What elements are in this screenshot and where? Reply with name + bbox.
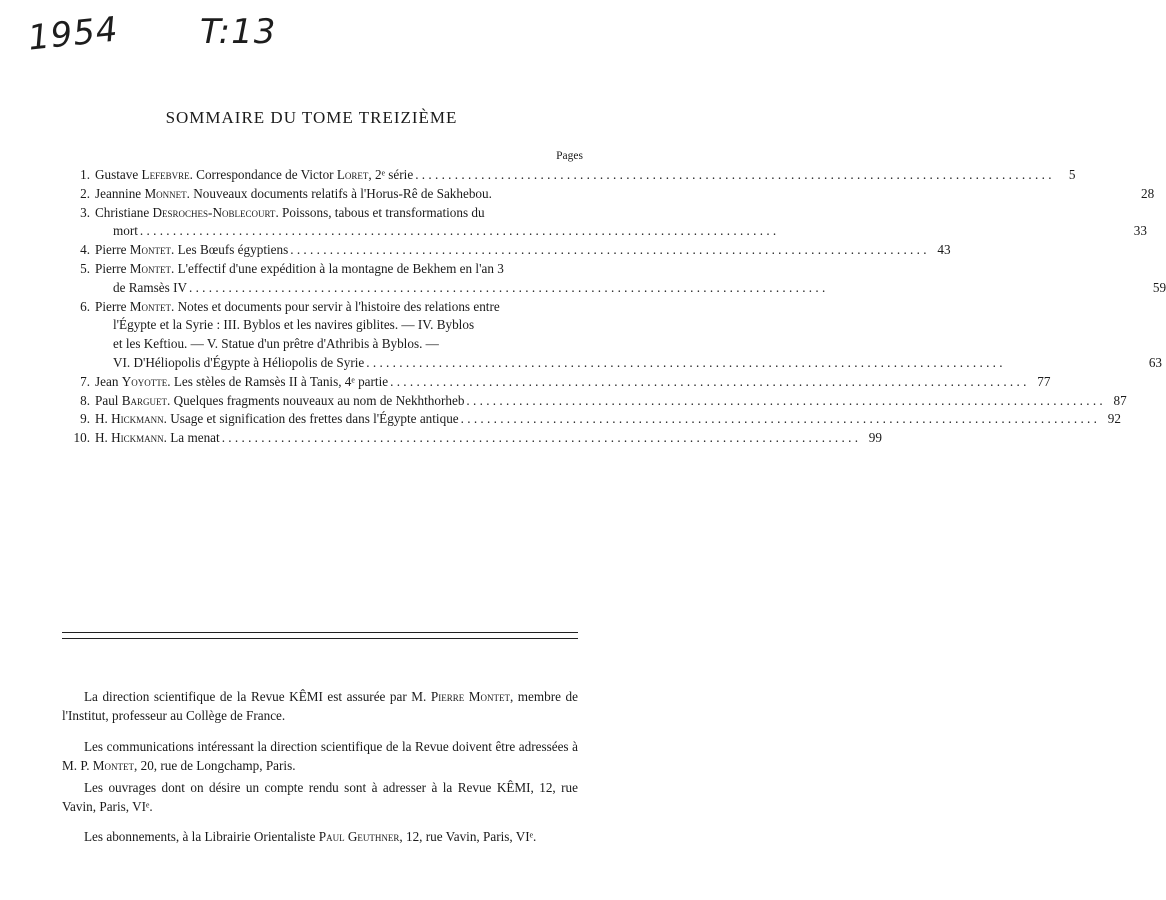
toc-entry: 3. Christiane Desroches-Noblecourt. Poissons, tabous et transformations du mort . . . 33 bbox=[62, 204, 586, 242]
divider-line bbox=[62, 638, 578, 639]
page-number: 92 bbox=[1107, 411, 1121, 427]
page-number: 63 bbox=[1148, 354, 1162, 370]
toc-entry: 5. Pierre Montet. L'effectif d'une expédition à la montagne de Bekhem en l'an 3 de Ramsès IV . . . 59 bbox=[62, 260, 586, 298]
page-number: 99 bbox=[868, 430, 882, 446]
pages-column-label: Pages bbox=[556, 150, 583, 162]
page-title: SOMMAIRE DU TOME TREIZIÈME bbox=[165, 108, 458, 127]
toc-entry: 10. H. Hickmann. La menat . . . 99 bbox=[62, 429, 586, 448]
page-number: 87 bbox=[1113, 392, 1127, 408]
toc-entry: 8. Paul Barguet. Quelques fragments nouveaux au nom de Nekhthorheb . . . 87 bbox=[62, 392, 586, 411]
page-number: 77 bbox=[1037, 373, 1051, 389]
page-number: 5 bbox=[1068, 167, 1076, 182]
toc-entry: 2. Jeannine Monnet. Nouveaux documents relatifs à l'Horus-Rê de Sakhebou. 28 bbox=[62, 185, 586, 204]
toc-entry: 7. Jean Yoyotte. Les stèles de Ramsès II à Tanis, 4ᵉ partie . . . 77 bbox=[62, 373, 586, 392]
toc-entry: 9. H. Hickmann. Usage et signification des frettes dans l'Égypte antique . . . 92 bbox=[62, 410, 586, 429]
info-paragraph: Les communications intéressant la direction scientifique de la Revue doivent être adressées à M. P. Montet, 20, rue de Longchamp, Paris. bbox=[62, 739, 578, 773]
page-number: 33 bbox=[1133, 223, 1147, 239]
divider-line bbox=[62, 632, 578, 633]
page-number: 59 bbox=[1152, 279, 1166, 295]
toc-entry: 6. Pierre Montet. Notes et documents pour servir à l'histoire des relations entre l'Égypte et la Syrie : III. Byblos et les navires giblites. — IV. Byblos et les Keftiou. — V. Statue d'un prêtre d'Athribis à Byblos. — VI. D'Héliopolis d'Égypte à Héliopolis de Syrie . . . 63 bbox=[62, 298, 586, 373]
toc-entry: 4. Pierre Montet. Les Bœufs égyptiens . . . 43 bbox=[62, 241, 586, 260]
page-number: 43 bbox=[937, 242, 951, 258]
info-paragraph: La direction scientifique de la Revue KÊMI est assurée par M. Pierre Montet, membre de l'Institut, professeur au Collège de France. bbox=[62, 689, 578, 723]
handwritten-year: 1954 bbox=[26, 9, 121, 59]
table-of-contents bbox=[62, 166, 1166, 448]
info-paragraph: Les ouvrages dont on désire un compte rendu sont à adresser à la Revue KÊMI, 12, rue Vavin, Paris, VIᵉ. bbox=[62, 780, 578, 814]
toc-entry: 1. Gustave Lefebvre. Correspondance de Victor Loret, 2ᵉ série . . . 5 bbox=[62, 166, 586, 185]
page-number: 28 bbox=[1141, 185, 1155, 201]
info-paragraph: Les abonnements, à la Librairie Orientaliste Paul Geuthner, 12, rue Vavin, Paris, VIᵉ. bbox=[84, 829, 537, 844]
handwritten-volume: T:13 bbox=[200, 12, 277, 52]
